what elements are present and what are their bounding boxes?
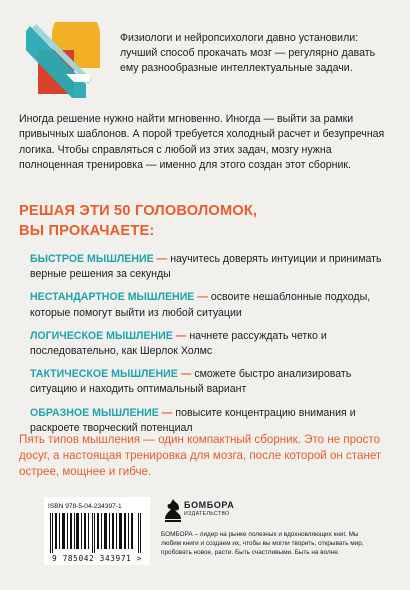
skill-title: ОБРАЗНОЕ МЫШЛЕНИЕ (30, 406, 159, 419)
barcode-bars-icon (48, 513, 146, 553)
description-paragraph: Иногда решение нужно найти мгновенно. Иногда — выйти за рамки привычных шаблонов. А порой требуется холодный расчет и безупречная логика. Чтобы справляться с любой из этих задач, мозгу нужна полноценная тренировка — именно для этого создан этот сборник. (19, 113, 385, 172)
skill-title: НЕСТАНДАРТНОЕ МЫШЛЕНИЕ (30, 291, 195, 304)
skill-title: ТАКТИЧЕСКОЕ МЫШЛЕНИЕ (30, 368, 178, 381)
skill-text: повысите концентрацию внимания и раскроете творческий потенциал (30, 406, 356, 434)
headline (19, 201, 394, 241)
intro-text: Физиологи и нейропсихологи давно установили: лучший способ прокачать мозг — регулярно давать ему разнообразные интеллектуальные задачи. (120, 32, 376, 75)
publisher-description: БОМБОРА – лидер на рынке полезных и вдохновляющих книг. Мы любим книги и создаем их, чтобы вы могли творить, открывать мир, пробовать новое, расти. Быть счастливыми. Быть на волне. (161, 531, 364, 556)
publisher-name: БОМБОРА (184, 500, 235, 510)
headline-line-1: РЕШАЯ ЭТИ 50 ГОЛОВОЛОМОК, (19, 203, 258, 219)
publisher-subtitle: ИЗДАТЕЛЬСТВО (184, 511, 230, 517)
skill-text: освоите нешаблонные подходы, которые помогут выйти из любой ситуации (30, 291, 371, 319)
skill-text: сможете быстро анализировать ситуацию и находить оптимальный вариант (30, 368, 352, 396)
barcode (44, 497, 150, 565)
bombora-logo-icon (163, 497, 183, 523)
skills-list (30, 252, 392, 444)
barcode-digits: 9 785042 343971 > (52, 554, 142, 563)
headline-line-2: ВЫ ПРОКАЧАЕТЕ: (19, 223, 155, 239)
skill-text: научитесь доверять интуиции и принимать верные решения за секунды (30, 253, 382, 281)
skill-title: БЫСТРОЕ МЫШЛЕНИЕ (30, 253, 154, 265)
list-item (30, 290, 392, 320)
list-item (30, 329, 392, 359)
dash-separator: — (177, 368, 195, 381)
dash-separator: — (158, 406, 176, 419)
dash-separator: — (153, 253, 171, 265)
list-item (30, 367, 392, 397)
closing-text: Пять типов мышления — один компактный сборник. Это не просто досуг, а настоящая тренировка для мозга, после которой он станет острее, мощнее и гибче. (19, 433, 382, 478)
skill-text: начнете рассуждать четко и последовательно, как Шерлок Холмс (30, 329, 327, 358)
puzzle-logo-icon (26, 22, 104, 100)
dash-separator: — (194, 291, 211, 304)
isbn-label: ISBN 978-5-04-234397-1 (48, 503, 122, 510)
dash-separator: — (172, 329, 190, 342)
skill-title: ЛОГИЧЕСКОЕ МЫШЛЕНИЕ (30, 329, 173, 342)
list-item (30, 252, 392, 282)
